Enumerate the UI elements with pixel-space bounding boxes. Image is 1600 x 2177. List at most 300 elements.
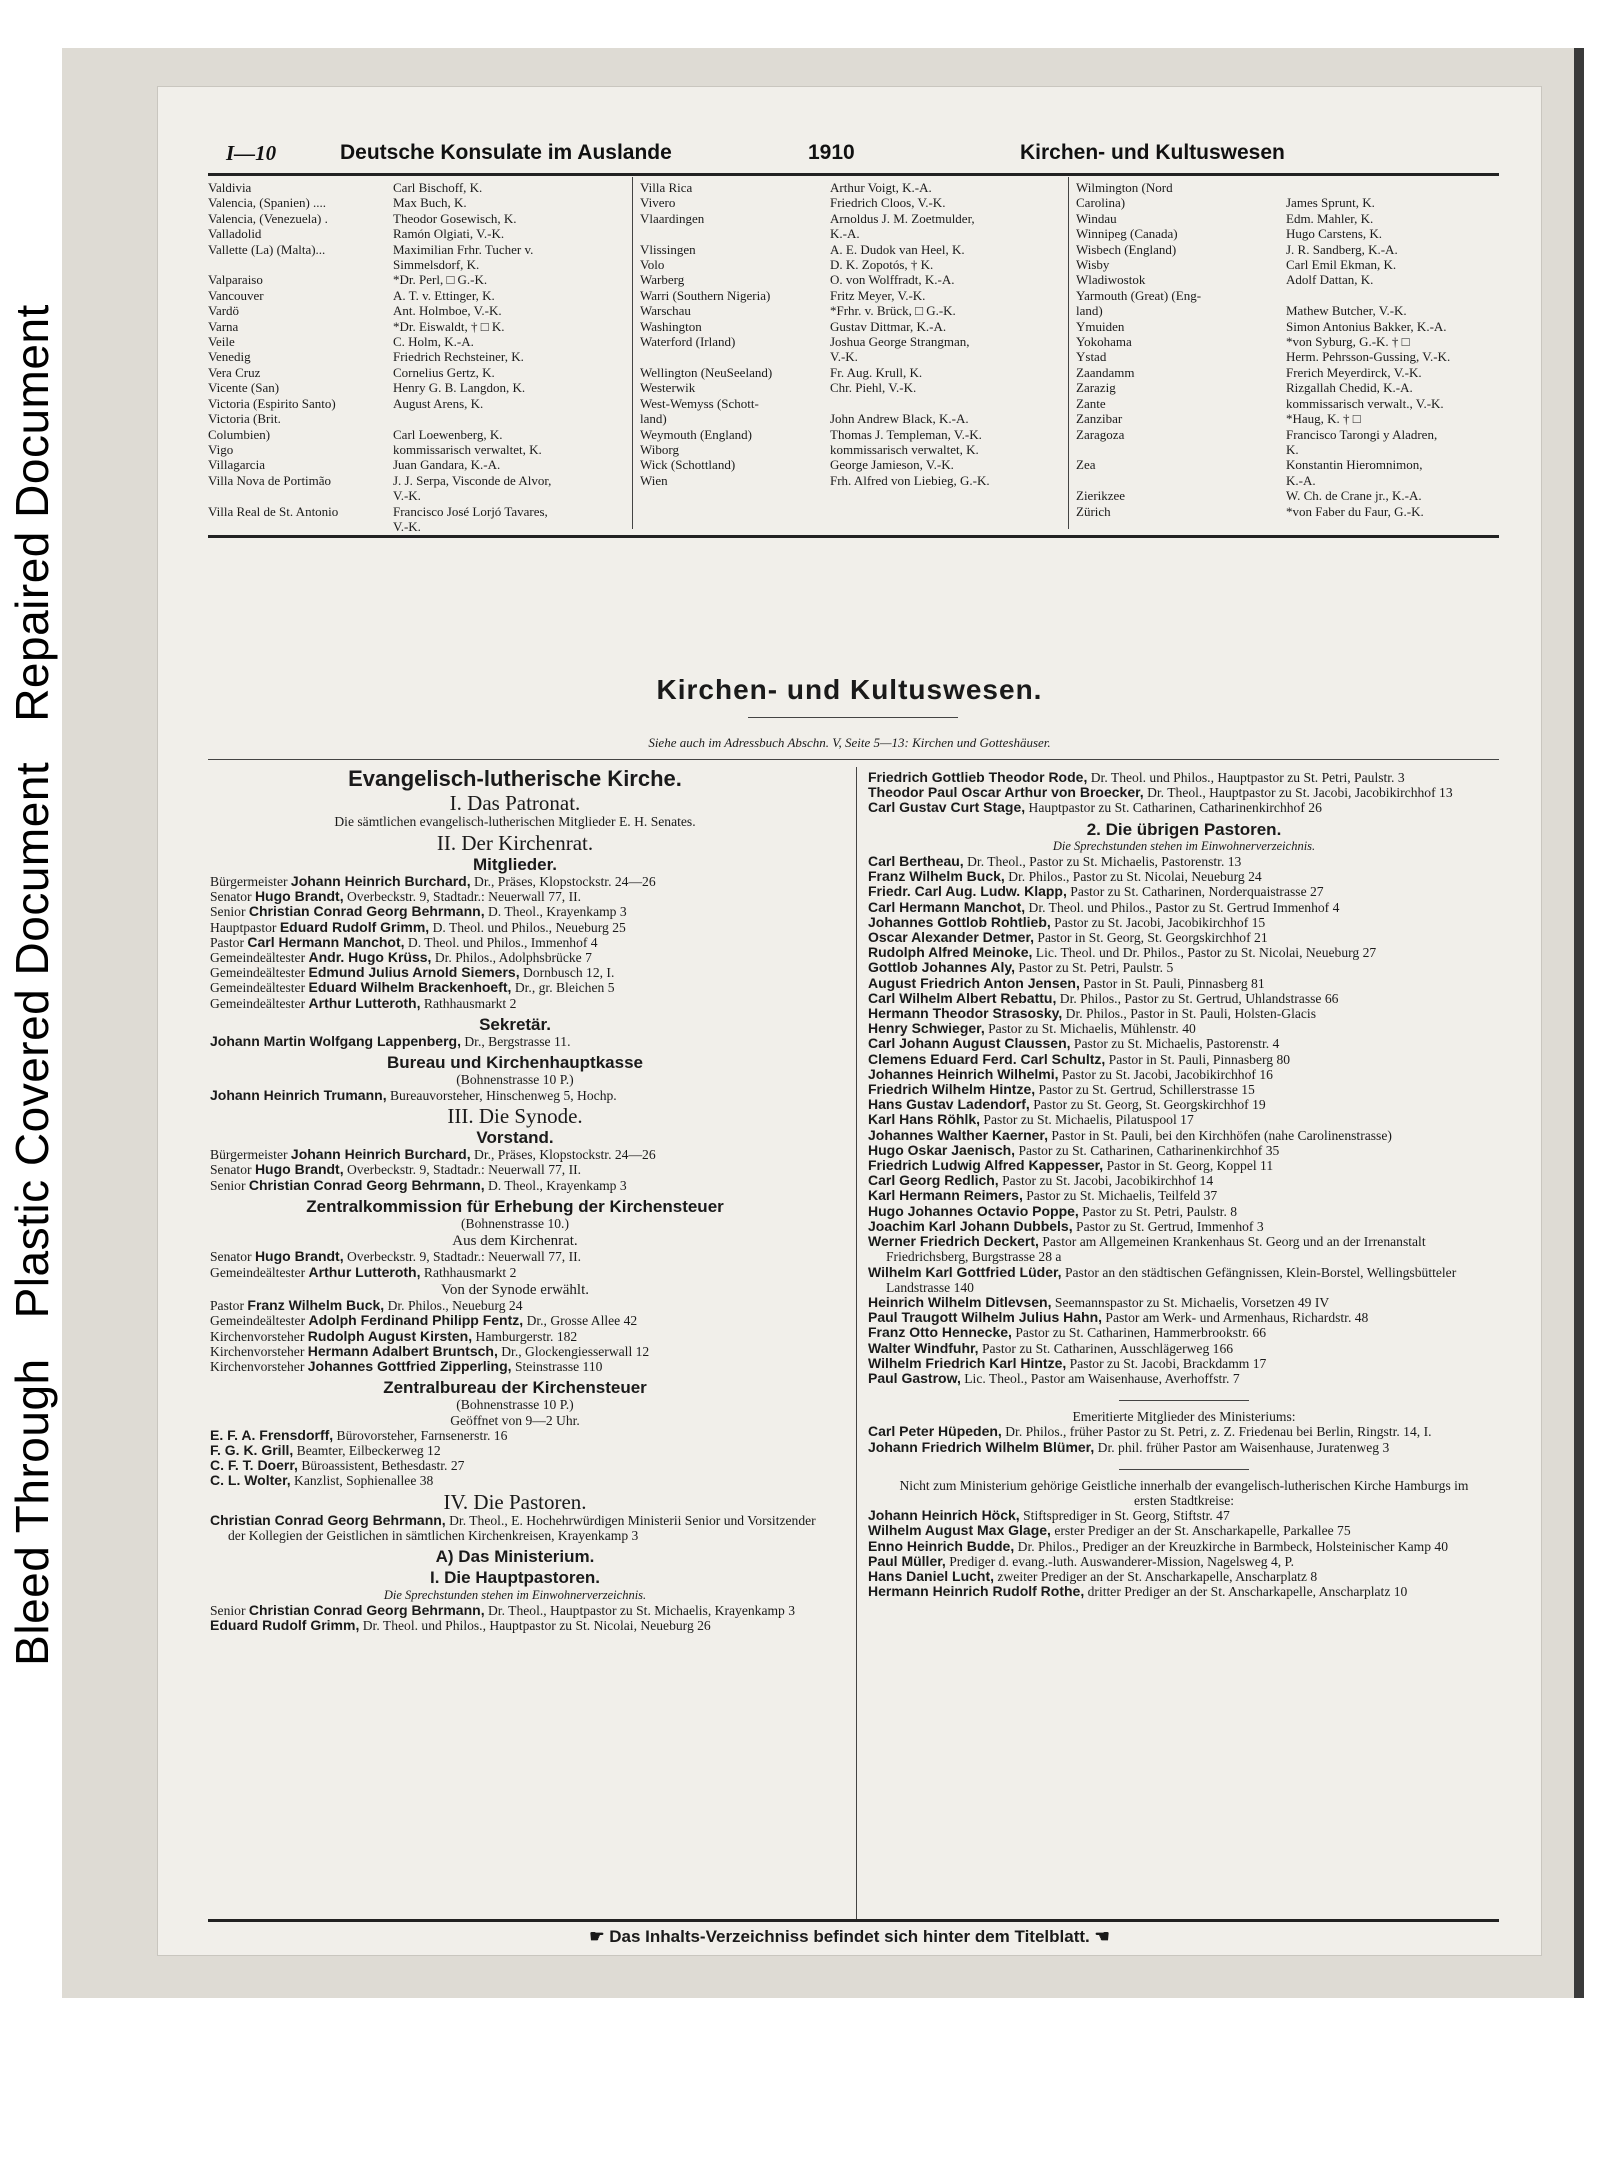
entry [868, 1067, 1500, 1082]
consul-name: Francisco Tarongi y Aladren, [1286, 426, 1438, 442]
directory-row [1076, 504, 1501, 519]
entry-detail: Pastor zu St. Michaelis, Mühlenstr. 40 [984, 1021, 1196, 1037]
kirchenrat-heading: II. Der Kirchenrat. [436, 830, 594, 855]
entry-name: Friedrich Wilhelm Hintze, [868, 1081, 1036, 1098]
place-name: Wellington (NeuSeeland) [640, 364, 773, 380]
directory-row [208, 242, 623, 257]
directory-row [1076, 195, 1501, 210]
entry-title: Bürgermeister [210, 874, 291, 890]
entry-detail: Rathhausmarkt 2 [420, 1264, 517, 1280]
directory-row [640, 195, 1060, 210]
sekretaer-entry [210, 1034, 820, 1049]
place-name: Yarmouth (Great) (Eng- [1076, 287, 1202, 303]
directory-row [208, 334, 623, 349]
entry-title: Hauptpastor [210, 919, 280, 935]
entry-name: Walter Windfuhr, [868, 1339, 979, 1356]
entry [210, 889, 820, 904]
entry [868, 960, 1500, 975]
vertical-label [5, 304, 59, 1666]
directory-row [208, 473, 623, 488]
consul-name: Friedrich Rechsteiner, K. [393, 349, 524, 365]
entry-name: Franz Wilhelm Buck, [247, 1297, 385, 1314]
mitglieder-list [210, 874, 820, 1011]
vorstand-list [210, 1147, 820, 1193]
entry [868, 854, 1500, 869]
entry-detail: Pastor zu St. Michaelis, Teilfeld 37 [1022, 1188, 1218, 1204]
entry [210, 1344, 820, 1359]
consul-name: Gustav Dittmar, K.-A. [830, 318, 947, 334]
entry-name: Franz Otto Hennecke, [868, 1324, 1012, 1341]
place-name: Victoria (Espirito Santo) [208, 395, 336, 411]
directory-row [1076, 180, 1501, 195]
entry-name: Heinrich Wilhelm Ditlevsen, [868, 1293, 1052, 1310]
entry-title: Senator [210, 1249, 255, 1265]
entry-detail: Dornbusch 12, I. [519, 965, 615, 981]
directory-row [208, 211, 623, 226]
place-name: Windau [1076, 210, 1117, 226]
directory-row [1076, 303, 1501, 318]
directory-row [640, 380, 1060, 395]
entry-name: Paul Müller, [868, 1552, 946, 1569]
aus-kirchenrat-heading: Aus dem Kirchenrat. [452, 1233, 578, 1250]
entry-name: Friedrich Gottlieb Theodor Rode, [868, 769, 1088, 785]
consul-name: V.-K. [393, 488, 421, 504]
entry [210, 996, 820, 1011]
entry-name: Henry Schwieger, [868, 1020, 985, 1037]
entry-name: Paul Gastrow, [868, 1369, 961, 1386]
entry-name: Johannes Heinrich Wilhelmi, [868, 1065, 1059, 1082]
consul-name: C. Holm, K.-A. [393, 334, 474, 350]
place-name: Weymouth (England) [640, 426, 752, 442]
consul-name: Cornelius Gertz, K. [393, 364, 495, 380]
entry [210, 1458, 820, 1473]
directory-row [640, 180, 1060, 195]
nicht-ministerium-heading: Nicht zum Ministerium gehörige Geistliche innerhalb der evangelisch-lutherischen Kirche Hamburgs im ersten Stadtkreise: [899, 1477, 1469, 1508]
entry-detail: Dr. phil. früher Pastor am Waisenhause, Juratenweg 3 [1094, 1439, 1390, 1455]
entry-detail: Dr. Theol. und Philos., Hauptpastor zu St. Petri, Paulstr. 3 [1087, 770, 1405, 785]
entry-detail: Bürovorsteher, Farnsenerstr. 16 [333, 1427, 508, 1443]
entry [210, 935, 820, 950]
directory-row [1076, 396, 1501, 411]
entry-detail: Dr. Theol., Pastor zu St. Michaelis, Pastorenstr. 13 [963, 854, 1242, 870]
entry-name: Clemens Eduard Ferd. Carl Schultz, [868, 1050, 1106, 1067]
nicht-ministerium-list [868, 1508, 1500, 1599]
entry-name: Edmund Julius Arnold Siemers, [308, 964, 520, 981]
header-year: 1910 [808, 141, 855, 164]
column-divider [856, 767, 857, 1919]
footer-rule [208, 1919, 1499, 1922]
entry [868, 869, 1500, 884]
entry [210, 965, 820, 980]
consul-name: V.-K. [393, 518, 421, 534]
zk-kirchenrat-list [210, 1249, 820, 1279]
entry-name: Adolph Ferdinand Philipp Fentz, [308, 1312, 524, 1329]
directory-row [208, 257, 623, 272]
entry-detail: Seemannspastor zu St. Michaelis, Vorsetzen 49 IV [1051, 1294, 1330, 1310]
place-name: Ymuiden [1076, 318, 1125, 334]
entry [868, 945, 1500, 960]
entry-detail: Pastor zu St. Petri, Paulstr. 8 [1078, 1203, 1238, 1219]
emeriti-heading: Emeritierte Mitglieder des Ministeriums: [1072, 1409, 1296, 1425]
place-name [208, 257, 393, 272]
place-name: Vancouver [208, 287, 264, 303]
directory-row [1076, 257, 1501, 272]
entry-name: F. G. K. Grill, [210, 1441, 294, 1458]
place-name: Venedig [208, 349, 251, 365]
entry [868, 930, 1500, 945]
entry-name: August Friedrich Anton Jensen, [868, 974, 1080, 991]
entry [868, 1219, 1500, 1234]
directory-row [640, 427, 1060, 442]
directory-row [640, 257, 1060, 272]
entry-detail: Prediger d. evang.-luth. Auswanderer-Mission, Nagelsweg 4, P. [945, 1553, 1295, 1569]
directory-row [208, 303, 623, 318]
header-left-title: Deutsche Konsulate im Auslande [340, 141, 672, 164]
place-name: Zierikzee [1076, 488, 1126, 504]
consul-name: Chr. Piehl, V.-K. [830, 380, 917, 396]
entry-detail: Pastor zu St. Jacobi, Brackdamm 17 [1066, 1355, 1267, 1371]
place-name: Wien [640, 472, 668, 488]
directory-row [208, 195, 623, 210]
entry-detail: Pastor zu St. Jacobi, Jacobikirchhof 14 [998, 1173, 1214, 1189]
entry-detail: Steinstrasse 110 [511, 1358, 603, 1374]
consul-name: Edm. Mahler, K. [1286, 210, 1374, 226]
place-name: Villa Rica [640, 180, 693, 195]
zentralbureau-list [210, 1428, 820, 1489]
place-name: Wisbech (England) [1076, 241, 1177, 257]
place-name: Villa Nova de Portimão [208, 472, 332, 488]
consul-name: Simon Antonius Bakker, K.-A. [1286, 318, 1447, 334]
column-divider [632, 177, 633, 529]
directory-column-2 [640, 180, 1060, 488]
entry-detail: D. Theol., Krayenkamp 3 [484, 904, 627, 920]
place-name: Zea [1076, 457, 1096, 473]
directory-row [1076, 442, 1501, 457]
consul-name: Mathew Butcher, V.-K. [1286, 303, 1407, 319]
directory-row [640, 334, 1060, 349]
entry-detail: Dr., Grosse Allee 42 [523, 1313, 638, 1329]
page-header [158, 141, 1541, 171]
entry-detail: Dr. Philos., früher Pastor zu St. Petri, z. Z. Friedenau bei Berlin, Ringstr. 14, I. [1001, 1424, 1432, 1440]
place-name: Villagarcia [208, 457, 265, 473]
entry [868, 1508, 1500, 1523]
entry [210, 1249, 820, 1264]
consul-name: V.-K. [830, 349, 858, 365]
directory-row [208, 457, 623, 472]
entry-name: Wilhelm August Max Glage, [868, 1522, 1051, 1539]
entry-name: Hermann Theodor Strasosky, [868, 1005, 1063, 1022]
entry-detail: erster Prediger an der St. Anscharkapelle, Parkallee 75 [1050, 1523, 1351, 1539]
entry [210, 1443, 820, 1458]
entry-detail: Beamter, Eilbeckerweg 12 [293, 1442, 441, 1458]
entry-name: Hugo Brandt, [254, 1161, 344, 1178]
entry-detail: Dr. Philos., Pastor zu St. Gertrud, Uhlandstrasse 66 [1056, 990, 1339, 1006]
entry-name: Paul Traugott Wilhelm Julius Hahn, [868, 1309, 1103, 1326]
mitglieder-heading: Mitglieder. [472, 854, 558, 874]
directory-row [1076, 272, 1501, 287]
entry-name: Johann Heinrich Burchard, [290, 873, 471, 890]
entry [868, 1052, 1500, 1067]
place-name: Wiborg [640, 441, 679, 457]
consul-name: Ant. Holmboe, V.-K. [393, 303, 502, 319]
consul-name: Herm. Pehrsson-Gussing, V.-K. [1286, 349, 1451, 365]
uebrige-pastoren-heading: 2. Die übrigen Pastoren. [1086, 819, 1282, 839]
entry [868, 1295, 1500, 1310]
directory-row [208, 180, 623, 195]
directory-row [640, 396, 1060, 411]
consul-name: Henry G. B. Langdon, K. [393, 380, 526, 396]
directory-row [640, 242, 1060, 257]
entry-detail: Overbeckstr. 9, Stadtadr.: Neuerwall 77, II. [343, 1162, 582, 1178]
entry [868, 1424, 1500, 1439]
directory-row [640, 226, 1060, 241]
hauptpastoren-continued-list [868, 770, 1500, 816]
entry-detail: Pastor zu St. Gertrud, Schillerstrasse 15 [1035, 1082, 1255, 1098]
entry-name: Eduard Wilhelm Brackenhoeft, [308, 979, 512, 996]
entry-detail: Kanzlist, Sophienallee 38 [290, 1473, 434, 1489]
entry-name: Eduard Rudolf Grimm, [279, 918, 430, 935]
entry-name: Christian Conrad Georg Behrmann, [248, 1176, 485, 1193]
entry [210, 1178, 820, 1193]
entry-name: Carl Georg Redlich, [868, 1172, 999, 1189]
directory-row [1076, 411, 1501, 426]
directory-row [1076, 427, 1501, 442]
zk-synode-list [210, 1298, 820, 1374]
entry-name: Hugo Oskar Jaenisch, [868, 1141, 1016, 1158]
zentralbureau-heading: Zentralbureau der Kirchensteuer [383, 1378, 647, 1398]
section-title: Kirchen- und Kultuswesen. [656, 674, 1043, 705]
entry [210, 1162, 820, 1177]
entry-title: Kirchenvorsteher [210, 1358, 308, 1374]
entry-name: Andr. Hugo Krüss, [308, 949, 432, 966]
entry-name: Johann Heinrich Burchard, [290, 1146, 471, 1163]
entry-name: Johann Heinrich Trumann, [210, 1086, 387, 1103]
entry [868, 1440, 1500, 1455]
entry [868, 1204, 1500, 1219]
entry-detail: Pastor zu St. Catharinen, Norderquaistrasse 27 [1066, 884, 1324, 900]
entry [210, 920, 820, 935]
consul-name: Arnoldus J. M. Zoetmulder, [830, 210, 975, 226]
entry [868, 1584, 1500, 1599]
entry-detail: Pastor am Allgemeinen Krankenhaus St. Georg und an der Irrenanstalt Friedrichsberg, Burgstrasse 28 a [886, 1234, 1426, 1265]
consul-name: Thomas J. Templeman, V.-K. [830, 426, 982, 442]
entry-detail: Lic. Theol., Pastor am Waisenhause, Averhoffstr. 7 [960, 1370, 1240, 1386]
section-rule [208, 759, 1499, 760]
entry-name: Karl Hans Röhlk, [868, 1111, 981, 1128]
place-name [1076, 442, 1286, 457]
entry [210, 1147, 820, 1162]
entry-name: Johann Friedrich Wilhelm Blümer, [868, 1438, 1095, 1455]
entry-detail: Pastor zu St. Jacobi, Jacobikirchhof 16 [1058, 1066, 1273, 1082]
place-name: Vicente (San) [208, 380, 280, 396]
consul-name: *Dr. Eiswaldt, † □ K. [393, 318, 505, 334]
ministerium-heading: A) Das Ministerium. [435, 1547, 595, 1567]
place-name: Victoria (Brit. [208, 411, 281, 427]
pointing-hand-icon: ☛ [589, 1927, 610, 1946]
directory-row [208, 396, 623, 411]
consul-name: *von Syburg, G.-K. † □ [1286, 334, 1410, 350]
directory-row [208, 226, 623, 241]
entry-detail: Pastor zu St. Catharinen, Hammerbrookstr. 66 [1011, 1325, 1267, 1341]
place-name [640, 349, 830, 364]
consul-name: W. Ch. de Crane jr., K.-A. [1286, 488, 1422, 504]
hauptpastoren-list [210, 1603, 820, 1633]
consul-name: John Andrew Black, K.-A. [830, 411, 969, 427]
zentralkommission-heading: Zentralkommission für Erhebung der Kirchensteuer [306, 1196, 724, 1216]
place-name: Villa Real de St. Antonio [208, 503, 339, 519]
entry-name: Arthur Lutteroth, [308, 994, 421, 1011]
bureau-heading: Bureau und Kirchenhauptkasse [386, 1053, 643, 1073]
entry-detail: Pastor in St. Georg, Koppel 11 [1103, 1158, 1274, 1174]
entry [868, 1356, 1500, 1371]
entry-name: Hans Gustav Ladendorf, [868, 1096, 1030, 1113]
entry-detail: Dr. Theol. und Philos., Pastor zu St. Gertrud Immenhof 4 [1025, 899, 1340, 915]
entry-name: Christian Conrad Georg Behrmann, [248, 903, 485, 920]
entry-name: Johann Martin Wolfgang Lappenberg, [210, 1033, 461, 1050]
consul-name: Carl Bischoff, K. [393, 180, 483, 195]
directory-row [640, 365, 1060, 380]
directory-row [640, 442, 1060, 457]
entry [868, 1143, 1500, 1158]
entry [210, 950, 820, 965]
entry [210, 1513, 820, 1543]
consul-name [393, 411, 623, 426]
place-name: Zanzibar [1076, 411, 1123, 427]
entry-title: Gemeindeältester [210, 1313, 309, 1329]
consul-name: Fritz Meyer, V.-K. [830, 287, 926, 303]
entry-name: Carl Bertheau, [868, 853, 964, 870]
entry-title: Gemeindeältester [210, 965, 309, 981]
entry [868, 991, 1500, 1006]
hauptpastoren-heading: I. Die Hauptpastoren. [429, 1568, 601, 1588]
entry-name: Hugo Brandt, [254, 888, 344, 905]
consul-name: K. [1286, 441, 1299, 457]
consul-name: Frerich Meyerdirck, V.-K. [1286, 364, 1422, 380]
entry-detail: zweiter Prediger an der St. Anscharkapelle, Anscharplatz 8 [994, 1568, 1318, 1584]
entry [868, 1569, 1500, 1584]
emeriti-list [868, 1424, 1500, 1454]
place-name [208, 488, 393, 503]
consul-name: Carl Loewenberg, K. [393, 426, 503, 442]
entry [210, 1265, 820, 1280]
consul-name: O. von Wolffradt, K.-A. [830, 272, 955, 288]
entry [210, 904, 820, 919]
entry-detail: Dr. Philos., Prediger an der Kreuzkirche in Barmbeck, Holsteinischer Kamp 40 [1014, 1538, 1448, 1554]
entry [210, 1428, 820, 1443]
entry-detail: Pastor an den städtischen Gefängnissen, Klein-Borstel, Wellingsbütteler Landstrasse 140 [886, 1264, 1457, 1295]
directory-row [640, 473, 1060, 488]
consul-name [1286, 180, 1501, 195]
scanned-page-background [62, 48, 1584, 1998]
entry-name: Rudolph Alfred Meinoke, [868, 944, 1033, 961]
entry [868, 785, 1500, 800]
entry [868, 1173, 1500, 1188]
consul-name: Maximilian Frhr. Tucher v. [393, 241, 534, 257]
consul-name: Rizgallah Chedid, K.-A. [1286, 380, 1413, 396]
entry [868, 1554, 1500, 1569]
entry-name: Johannes Walther Kaerner, [868, 1126, 1048, 1143]
consul-name: August Arens, K. [393, 395, 484, 411]
entry [868, 1188, 1500, 1203]
place-name: Zaragoza [1076, 426, 1125, 442]
entry-detail: dritter Prediger an der St. Anscharkapelle, Anscharplatz 10 [1084, 1584, 1408, 1600]
header-right-title: Kirchen- und Kultuswesen [1020, 141, 1285, 164]
directory-row [1076, 473, 1501, 488]
entry-detail: Rathhausmarkt 2 [420, 995, 517, 1011]
entry-name: Franz Wilhelm Buck, [868, 868, 1005, 885]
entry [210, 1088, 820, 1103]
place-name: Yokohama [1076, 334, 1132, 350]
entry-detail: Overbeckstr. 9, Stadtadr.: Neuerwall 77, II. [343, 889, 582, 905]
consul-name: *Dr. Perl, □ G.-K. [393, 272, 488, 288]
entry-detail: Pastor am Werk- und Armenhaus, Richardstr. 48 [1102, 1310, 1369, 1326]
entry [210, 1359, 820, 1374]
entry-detail: Dr. Theol., Hauptpastor zu St. Michaelis, Krayenkamp 3 [484, 1602, 796, 1618]
entry-name: C. L. Wolter, [210, 1472, 291, 1489]
directory-row [208, 288, 623, 303]
pastoren-heading: IV. Die Pastoren. [443, 1489, 587, 1514]
directory-row [208, 319, 623, 334]
entry-name: Hugo Brandt, [254, 1248, 344, 1265]
directory-row [640, 349, 1060, 364]
directory-row [208, 380, 623, 395]
entry [868, 1371, 1500, 1386]
entry-detail: Dr. Theol. und Philos., Hauptpastor zu St. Nicolai, Neueburg 26 [359, 1617, 711, 1633]
entry-detail: Bureauvorsteher, Hinschenweg 5, Hochp. [386, 1087, 617, 1103]
consul-name: Francisco José Lorjó Tavares, [393, 503, 548, 519]
directory-row [1076, 288, 1501, 303]
place-name: Ystad [1076, 349, 1107, 365]
entry [868, 1325, 1500, 1340]
place-name: Winnipeg (Canada) [1076, 226, 1178, 242]
place-name: Vlaardingen [640, 210, 705, 226]
entry-detail: Dr. Theol., Hauptpastor zu St. Jacobi, Jacobikirchhof 13 [1143, 785, 1453, 801]
consul-name: A. E. Dudok van Heel, K. [830, 241, 965, 257]
entry [210, 1313, 820, 1328]
directory-row [640, 457, 1060, 472]
entry [868, 1234, 1500, 1264]
consul-name: kommissarisch verwalt., V.-K. [1286, 395, 1444, 411]
place-name: Westerwik [640, 380, 696, 396]
section-note: Siehe auch im Adressbuch Abschn. V, Seite 5—13: Kirchen und Gotteshäuser. [648, 735, 1051, 750]
entry-detail: Pastor zu St. Petri, Paulstr. 5 [1015, 960, 1174, 976]
directory-row [208, 519, 623, 534]
consul-name: K.-A. [830, 226, 860, 242]
patronat-text: Die sämtlichen evangelisch-lutherischen Mitglieder E. H. Senates. [334, 814, 696, 830]
entry [868, 1341, 1500, 1356]
entry-name: Carl Wilhelm Albert Rebattu, [868, 989, 1057, 1006]
consul-name: George Jamieson, V.-K. [830, 457, 954, 473]
entry [868, 884, 1500, 899]
place-name: Vera Cruz [208, 364, 261, 380]
zentralbureau-address: (Bohnenstrasse 10 P.) [456, 1397, 574, 1413]
entry-detail: Dr., Bergstrasse 11. [460, 1034, 571, 1050]
entry [868, 1265, 1500, 1295]
entry-title: Senator [210, 889, 255, 905]
directory-row [208, 411, 623, 426]
entry-detail: D. Theol. und Philos., Neueburg 25 [429, 919, 626, 935]
church-title: Evangelisch-lutherische Kirche. [348, 766, 682, 791]
place-name: Veile [208, 334, 235, 350]
synode-heading: III. Die Synode. [447, 1103, 583, 1128]
entry-name: Joachim Karl Johann Dubbels, [868, 1217, 1073, 1234]
bureau-entry [210, 1088, 820, 1103]
entry [868, 900, 1500, 915]
place-name: Wilmington (Nord [1076, 180, 1173, 195]
von-synode-heading: Von der Synode erwählt. [440, 1281, 590, 1298]
place-name: Wisby [1076, 257, 1110, 273]
entry-detail: Pastor zu St. Michaelis, Pilatuspool 17 [980, 1112, 1194, 1128]
